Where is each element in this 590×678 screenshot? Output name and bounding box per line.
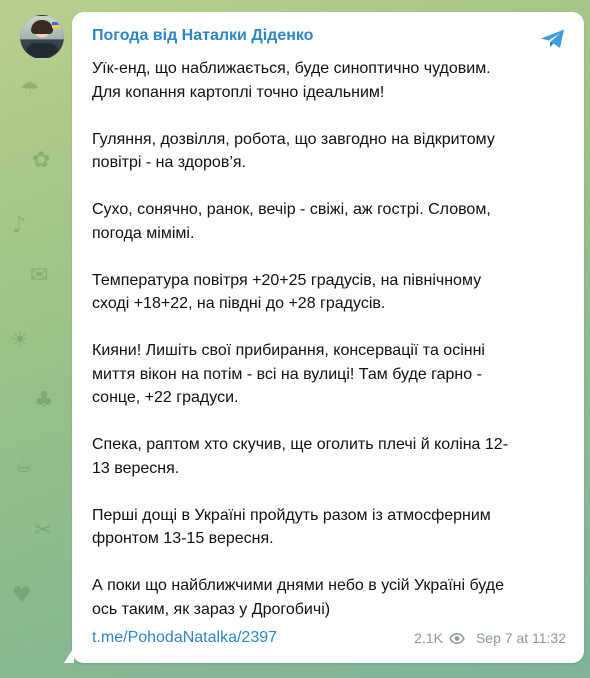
message-line: повітрі - на здоров’я. — [92, 154, 246, 171]
wallpaper-doodle: ♥ — [12, 583, 32, 608]
wallpaper-doodle: ☀ — [10, 328, 30, 353]
message-paragraph — [92, 433, 572, 480]
wallpaper-doodle: ☂ — [20, 78, 40, 103]
wallpaper-doodle: ♣ — [34, 388, 54, 413]
channel-avatar[interactable] — [20, 15, 64, 59]
message-line: ось таким, як зараз у Дрогобичі) — [92, 600, 331, 618]
message-paragraph — [92, 198, 572, 245]
message-line: Сухо, сонячно, ранок, вечір - свіжі, аж гострі. Словом, — [92, 201, 491, 218]
message-paragraph — [92, 57, 572, 104]
message-line: Уїк-енд, що наближається, буде синоптично чудовим. — [92, 60, 491, 77]
message-line: сонце, +22 градуси. — [92, 389, 239, 406]
share-button[interactable] — [536, 24, 570, 54]
bubble-tail — [64, 647, 74, 663]
message-text — [92, 57, 572, 621]
message-line: 13 вересня. — [92, 459, 180, 477]
message-paragraph — [92, 339, 572, 410]
telegram-share-icon — [539, 27, 567, 51]
message-timestamp: Sep 7 at 11:32 — [475, 630, 566, 646]
message-line: Температура повітря +20+25 градусів, на північному — [92, 271, 482, 289]
message-paragraph — [92, 269, 572, 316]
message-line: сході +18+22, на півдні до +28 градусів. — [92, 295, 386, 312]
avatar-body — [26, 43, 58, 59]
wallpaper-doodle: ✉ — [30, 263, 49, 288]
message-paragraph — [92, 574, 572, 621]
wallpaper-doodle: ♪ — [12, 213, 27, 238]
message-meta — [414, 630, 566, 646]
avatar-hair — [31, 20, 53, 34]
message-bubble — [72, 12, 584, 663]
message-line: погода мімімі. — [92, 224, 195, 242]
eye-icon — [449, 633, 465, 644]
message-line: Кияни! Лишіть свої прибирання, консервації та осінні — [92, 342, 485, 359]
message-line: Гуляння, дозвілля, робота, що завгодно на відкритому — [92, 130, 495, 148]
message-line: Перші дощі в Україні пройдуть разом із атмосферним — [92, 506, 491, 524]
post-link[interactable]: t.me/PohodaNatalka/2397 — [92, 629, 278, 646]
message-line: миття вікон на потім - всі на вулиці! Там буде гарно - — [92, 365, 482, 383]
wallpaper-doodle: ✂ — [34, 518, 53, 543]
message-line: А поки що найближчими днями небо в усій Україні буде — [92, 577, 504, 594]
message-paragraph — [92, 128, 572, 175]
wallpaper-doodle: ✿ — [32, 148, 51, 173]
channel-name[interactable]: Погода від Наталки Діденко — [92, 27, 314, 44]
message-line: Спека, раптом хто скучив, ще оголить плечі й коліна 12- — [92, 436, 509, 453]
wallpaper-doodle: ☕ — [14, 453, 34, 478]
message-line: Для копання картоплі точно ідеальним! — [92, 83, 385, 101]
view-count: 2.1K — [414, 630, 443, 646]
avatar-flag — [52, 22, 60, 28]
message-paragraph — [92, 504, 572, 551]
message-line: фронтом 13-15 вересня. — [92, 530, 274, 547]
